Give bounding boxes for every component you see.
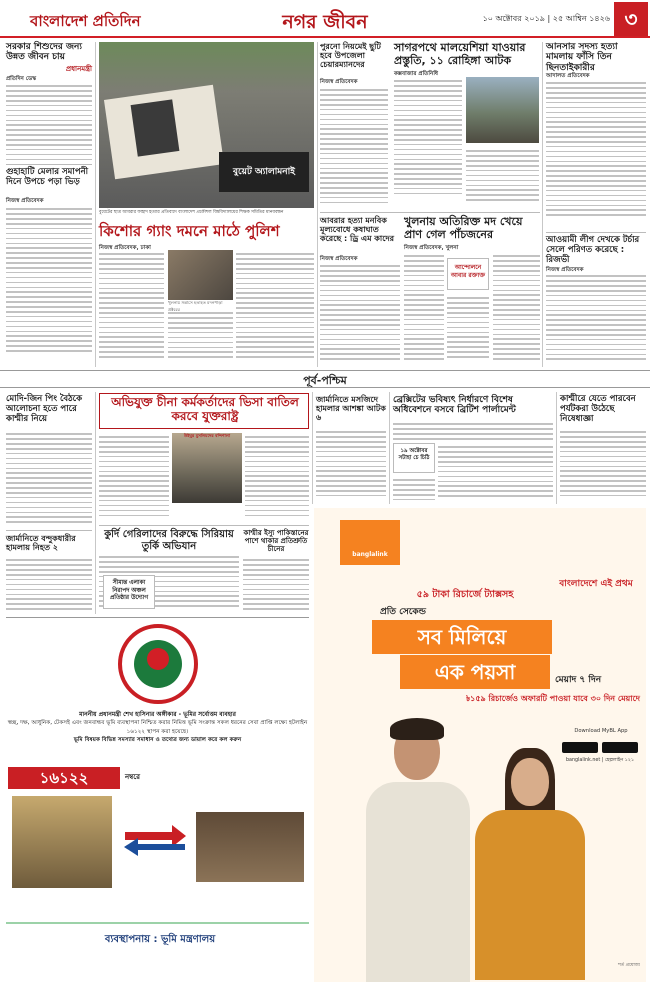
- article-title: জার্মানিতে মসজিদে হামলার আশঙ্কা আটক ৬: [316, 395, 386, 423]
- divider: [99, 525, 309, 526]
- article-body: [168, 309, 233, 365]
- ad-subhead: প্রতি সেকেন্ড: [380, 607, 426, 617]
- article-body: [394, 77, 462, 205]
- article-photo: [172, 433, 242, 503]
- protest-banner-text: বুয়েট অ্যালামনাই: [219, 152, 309, 192]
- article-byline: নিজস্ব প্রতিবেদক: [320, 79, 358, 85]
- article-title: কিশোর গ্যাং দমনে মাঠে পুলিশ: [99, 222, 280, 240]
- article-body: [6, 556, 92, 614]
- article-body: [404, 252, 444, 366]
- article-body: [438, 443, 553, 504]
- play-store-button[interactable]: [602, 742, 638, 753]
- divider: [6, 164, 92, 165]
- govt-ad-message: [6, 710, 309, 768]
- article-title: গুহাহাটি মেলার সমাপনী দিনে উপচে পড়া ভিড়: [6, 167, 89, 187]
- inset-box: ১৯ অক্টোবর সটাহা চে চিঠি: [393, 443, 435, 473]
- model-shirt: [366, 782, 470, 982]
- article-body: [493, 252, 540, 366]
- article-body: [6, 82, 92, 162]
- article-byline: নিজস্ব প্রতিবেদক: [6, 198, 44, 204]
- article-title: মোদি-জিন পিং বৈঠকে আলোচনা হতে পারে কাশ্মীর নিয়ে: [6, 394, 83, 424]
- article-title: অভিযুক্ত চীনা কর্মকর্তাদের ভিসা বাতিল করবে যুক্তরাষ্ট্র: [111, 395, 299, 423]
- article-byline: নিজস্ব প্রতিবেদক, ঢাকা: [99, 245, 151, 251]
- column-rule: [95, 42, 96, 367]
- column-rule: [312, 392, 313, 504]
- govt-ad-footer: ব্যবস্থাপনায় : ভূমি মন্ত্রণালয়: [104, 934, 216, 945]
- ad-validity: মেয়াদ ৭ দিন: [555, 675, 602, 685]
- govt-seal: [118, 624, 198, 704]
- article-body: [393, 420, 553, 442]
- ad-big-text: এক পয়সা: [400, 655, 550, 689]
- article-body: [560, 428, 646, 504]
- section-banner-title: পূর্ব-পশ্চিম: [303, 374, 347, 387]
- divider: [320, 212, 540, 213]
- newspaper-logo: বাংলাদেশ প্রতিদিন: [30, 12, 141, 30]
- article-body: [316, 428, 386, 504]
- exchange-arrows-svg: [120, 820, 190, 860]
- issue-date: ১০ অক্টোবর ২০১৯ | ২৫ আশ্বিন ১৪২৬: [482, 14, 610, 23]
- article-title: পুরনো নিয়মেই ছুটি হবে উপজেলা চেয়ারম্যানদের: [320, 42, 381, 70]
- divider: [6, 530, 92, 531]
- column-rule: [389, 392, 390, 504]
- article-body: [6, 430, 92, 528]
- govt-ad-line3: ভূমি বিষয়ক বিভিন্ন সমস্যার সমাধান ও তথ্যের জন্য ডায়াল করে কল করুন: [73, 737, 242, 744]
- page-number: ৩: [614, 2, 648, 36]
- column-rule: [556, 392, 557, 504]
- male-model: [360, 718, 470, 980]
- photo-caption: খুলনায় সন্ত্রাসে হতাহত মদনপাড়া প্রক্টরের: [168, 300, 223, 312]
- exchange-arrows-icon: [120, 820, 190, 860]
- article-title: কাশ্মীর ইস্যু পাকিস্তানের পাশে থাকার প্রতিশ্রুতি চীনের: [243, 529, 309, 554]
- ad-offer: ৳১৫৯ রিচার্জেও অফারটি পাওয়া যাবে ৩০ দিন মেয়াদে: [466, 694, 640, 703]
- article-title: সরকার শিশুদের জন্য উন্নত জীবন চায়: [6, 42, 82, 63]
- article-title: সাগরপথে মালয়েশিয়া যাওয়ার প্রস্তুতি, ১১ রোহিঙ্গা আটক: [394, 41, 526, 67]
- article-title: কাশ্মীরে যেতে পারবেন পর্যটকরা উঠেছে নিষেধাজ্ঞা: [560, 394, 636, 424]
- terms: শর্ত প্রযোজ্য: [618, 963, 640, 968]
- hotline-number: ১৬১২২: [8, 767, 120, 789]
- photo-caption: বুয়েটের ছাত্র আবরার ফাহাদ হত্যার প্রতিবাদে বাংলাদেশ প্রকৌশল বিশ্ববিদ্যালয়ের শিক্ষক সমিতির মানববন্ধন: [99, 210, 284, 215]
- article-body: [236, 250, 314, 365]
- column-rule: [317, 42, 318, 367]
- article-byline: কক্সবাজার প্রতিনিধি: [394, 71, 439, 77]
- article-byline: নিজস্ব প্রতিবেদক: [320, 256, 358, 262]
- article-body: [245, 433, 309, 521]
- inset-box: সীমান্ত এলাকা নিরাপদ অঞ্চল প্রতিষ্ঠার উদ্যোগ: [103, 575, 155, 609]
- article-body: [393, 476, 435, 504]
- ad-headline: ৫৯ টাকা রিচার্জে ট্যাক্সসহ: [416, 589, 514, 600]
- seal-sun: [147, 648, 169, 670]
- article-body: [320, 262, 400, 366]
- ad-url: banglalink.net | হেল্পলাইন ১২১: [566, 758, 634, 763]
- section-title: নগর জীবন: [255, 8, 395, 34]
- ad-badge: বাংলাদেশে এই প্রথম: [559, 579, 633, 589]
- rohingya-photo: [466, 77, 539, 143]
- column-rule: [542, 42, 543, 367]
- article-title: আওয়ামী লীগ দেখকে টর্চার সেলে পরিণত করেছে : রিজভী: [546, 235, 640, 265]
- female-model: [475, 748, 585, 980]
- article-body: [447, 294, 489, 366]
- ad-big-text: সব মিলিয়ে: [372, 620, 552, 654]
- hotline-suffix: নম্বরে: [125, 773, 140, 781]
- article-byline: নিজস্ব প্রতিবেদক, খুলনা: [404, 245, 459, 251]
- article-body: [6, 205, 92, 355]
- article-title: জার্মানিতে বন্দুকধারীর হামলায় নিহত ২: [6, 534, 76, 553]
- article-byline: আদালত প্রতিবেদক: [546, 73, 590, 79]
- article-body: [99, 433, 169, 521]
- article-body: [320, 86, 388, 206]
- article-photo: [168, 250, 233, 300]
- article-byline: নিজস্ব প্রতিবেদক: [546, 267, 584, 273]
- article-subtitle: প্রধানমন্ত্রী: [65, 65, 92, 73]
- inset-box: আন্দোলনে আবার রক্তাক্ত: [447, 258, 489, 290]
- article-title: কুর্দি গেরিলাদের বিরুদ্ধে সিরিয়ায় তুর্কি অভিযান: [104, 529, 234, 552]
- article-body: [243, 556, 309, 614]
- ad-photo: [12, 796, 112, 888]
- article-byline: প্রতিদিন ডেস্ক: [6, 76, 37, 82]
- article-title: খুলনায় অতিরিক্ত মদ খেয়ে প্রাণ গেল পাঁচজনের: [404, 215, 523, 241]
- brand-name: banglalink: [352, 551, 388, 558]
- govt-ad-line2: স্বচ্ছ, দক্ষ, আধুনিক, টেকসই এবং জনবান্ধব ভূমি ব্যবস্থাপনা নিশ্চিত করার নিমিত্ত ভূমি সংক্রান্ত সকল ধরনের সেবা প্রাপ্তি লক্ষ্যে হটলাইন ১৬১২২ স্থাপন করা হয়েছে।: [7, 720, 308, 735]
- divider: [546, 232, 646, 233]
- app-download: Download MyBL App: [574, 728, 628, 734]
- article-body: [546, 272, 646, 366]
- protest-photo: [99, 42, 314, 208]
- article-body: [546, 79, 646, 229]
- portrait: [131, 99, 180, 156]
- column-rule: [95, 392, 96, 614]
- article-title: আবরার হত্যা মনবিক মূল্যবোধে কষাঘাত করেছে : ড্রি এম কাদের: [320, 216, 395, 244]
- article-title: ব্রেক্সিটের ভবিষ্যৎ নির্ধারণে বিশেষ অধিবেশনে বসবে ব্রিটিশ পার্লামেন্ট: [393, 395, 516, 416]
- article-body: [99, 250, 164, 365]
- model-dress: [475, 810, 585, 980]
- model-face: [511, 758, 549, 806]
- govt-ad-line1: মাননীয় প্রধানমন্ত্রী শেখ হাসিনার অঙ্গীকার - ভূমির সর্বোত্তম ব্যবহার: [79, 711, 236, 718]
- article-body: [466, 147, 539, 205]
- article-title: আনসার সদস্য হত্যা মামলায় ফাঁসি তিন ছিনতাইকারীর: [546, 42, 618, 73]
- ad-photo: [196, 812, 304, 882]
- model-hair: [390, 718, 444, 740]
- photo-caption: উইঘুর মুসলিমদের বন্দিশালা: [183, 433, 231, 438]
